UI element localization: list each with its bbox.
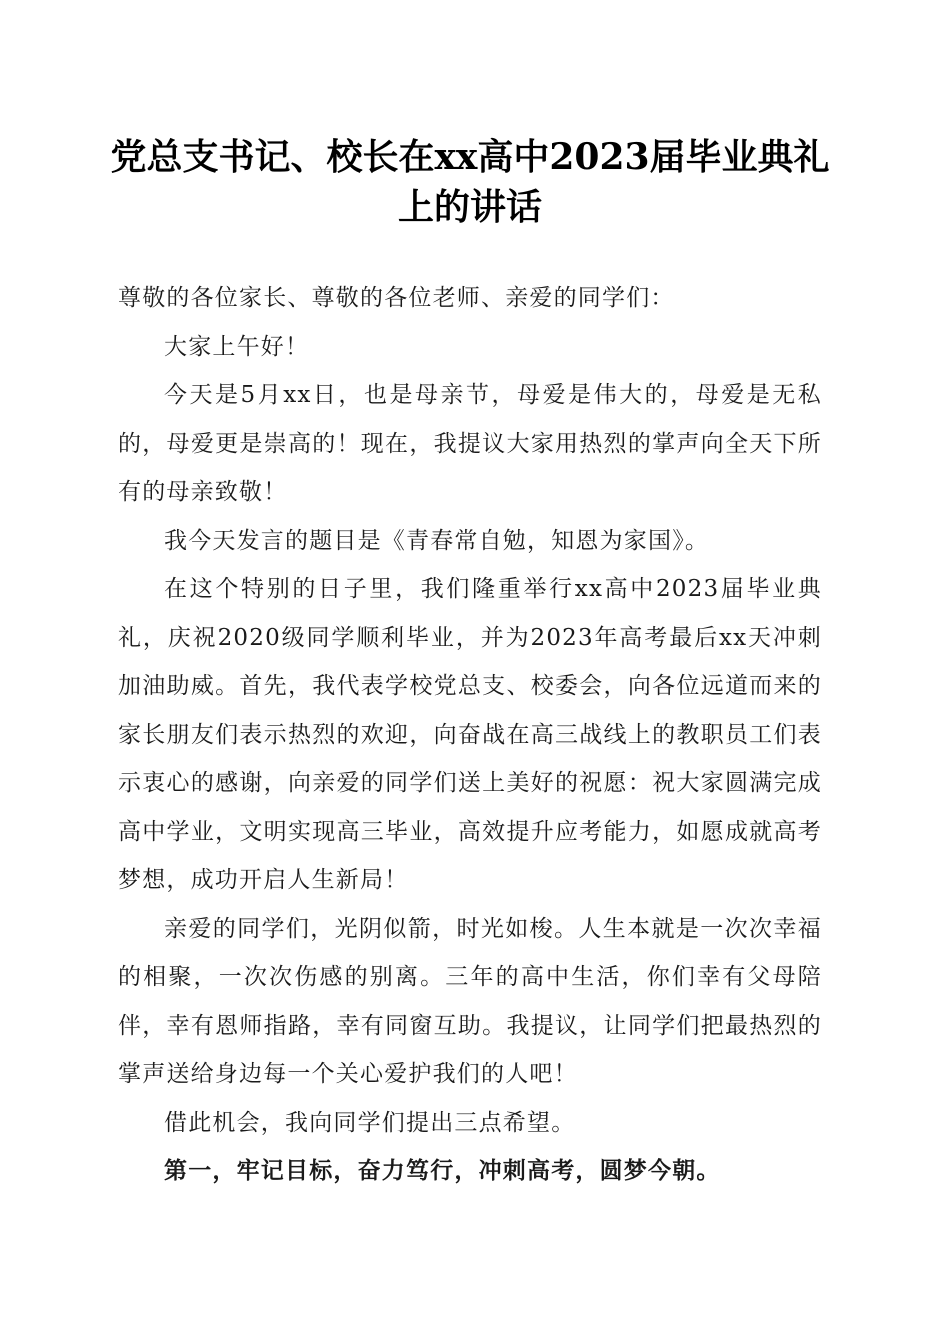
paragraph-gratitude: 亲爱的同学们，光阴似箭，时光如梭。人生本就是一次次幸福的相聚，一次次伤感的别离。三年的高中生活，你们幸有父母陪伴，幸有恩师指路，幸有同窗互助。我提议，让同学们把最热烈的掌声送给身边每一个关心爱护我们的人吧！ — [118, 915, 822, 1087]
document-title: 党总支书记、校长在xx高中2023届毕业典礼上的讲话 — [110, 136, 830, 228]
paragraph-mothers-day: 今天是5月xx日，也是母亲节，母爱是伟大的，母爱是无私的，母爱更是崇高的！现在，我提议大家用热烈的掌声向全天下所有的母亲致敬！ — [118, 382, 822, 505]
document-body — [118, 274, 822, 1196]
paragraph-greeting: 大家上午好！ — [164, 333, 310, 360]
paragraph-first-hope: 第一，牢记目标，奋力笃行，冲刺高考，圆梦今朝。 — [164, 1157, 721, 1184]
paragraph-speech-topic: 我今天发言的题目是《青春常自勉，知恩为家国》。 — [164, 527, 710, 554]
paragraph-three-hopes: 借此机会，我向同学们提出三点希望。 — [164, 1109, 576, 1136]
paragraph-ceremony: 在这个特别的日子里，我们隆重举行xx高中2023届毕业典礼，庆祝2020级同学顺利毕业，并为2023年高考最后xx天冲刺加油助威。首先，我代表学校党总支、校委会，向各位远道而来的家长朋友们表示热烈的欢迎，向奋战在高三战线上的教职员工们表示衷心的感谢，向亲爱的同学们送上美好的祝愿：祝大家圆满完成高中学业，文明实现高三毕业，高效提升应考能力，如愿成就高考梦想，成功开启人生新局！ — [118, 576, 822, 893]
salutation: 尊敬的各位家长、尊敬的各位老师、亲爱的同学们： — [118, 285, 675, 311]
